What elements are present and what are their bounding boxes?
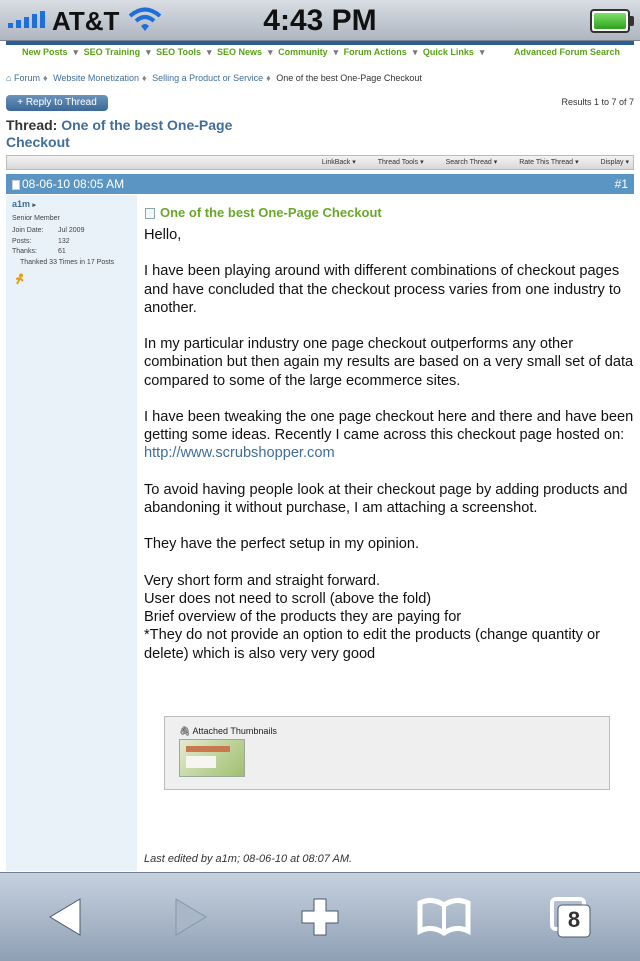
rate-thread-menu[interactable]: Rate This Thread ▾ (519, 159, 579, 166)
username-link[interactable]: a1m ▸ (12, 199, 37, 209)
nav-new-posts[interactable]: New Posts (22, 47, 68, 57)
linkback-menu[interactable]: LinkBack ▾ (321, 159, 356, 166)
join-date-row: Join Date: Jul 2009 (12, 227, 85, 234)
back-button[interactable] (36, 891, 96, 943)
user-info-panel (6, 195, 137, 871)
post-number-link[interactable]: #1 (614, 177, 628, 191)
thread-title-link[interactable]: One of the best One-Page Checkout (6, 117, 233, 150)
list-item: Very short form and straight forward. (144, 572, 381, 589)
nav-forum-actions[interactable]: Forum Actions (343, 47, 407, 57)
breadcrumb-forum[interactable]: Forum (13, 73, 40, 83)
battery-icon (590, 9, 630, 33)
bookmarks-button[interactable] (414, 891, 474, 943)
list-item: Brief overview of the products they are paying for (144, 609, 462, 626)
post-paragraph-3: I have been tweaking the one page checkout here and there and have been getting some ideas. Recently I came across this checkout page hosted on: http://www.scrubshopper.com (144, 408, 634, 462)
nav-seo-news[interactable]: SEO News (217, 47, 263, 57)
page-title (6, 117, 246, 151)
results-count: Results 1 to 7 of 7 (561, 97, 634, 107)
search-thread-menu[interactable]: Search Thread ▾ (445, 159, 498, 166)
nav-community[interactable]: Community (278, 47, 328, 57)
breadcrumb-website-monetization[interactable]: Website Monetization (53, 73, 139, 83)
display-menu[interactable]: Display ▾ (600, 159, 629, 166)
user-rank: Senior Member (12, 215, 60, 222)
post-document-icon (145, 208, 155, 219)
post-paragraph-1: I have been playing around with different combinations of checkout pages and have concluded that the checkout process varies from one industry to another. (144, 263, 622, 316)
pages-button[interactable] (544, 891, 600, 943)
attachment-thumbnail[interactable] (179, 739, 245, 777)
forward-button[interactable] (160, 891, 220, 943)
post-paragraph-4: To avoid having people look at their checkout page by adding products and abandoning it without purchase, I am attaching a screenshot. (144, 481, 628, 516)
post-body (144, 205, 634, 663)
clock: 4:43 PM (263, 4, 377, 37)
posts-row: Posts: 132 (12, 238, 70, 245)
add-bookmark-button[interactable] (290, 891, 350, 943)
breadcrumb-current: One of the best One-Page Checkout (276, 73, 422, 83)
edited-note: Last edited by a1m; 08-06-10 at 08:07 AM. (144, 853, 353, 865)
list-item: *They do not provide an option to edit the products (change quantity or delete) which is also very very good (144, 627, 600, 662)
carrier-label: AT&T (52, 6, 120, 36)
post-icon (12, 180, 20, 190)
breadcrumb-selling[interactable]: Selling a Product or Service (152, 73, 264, 83)
scrubshopper-link[interactable]: http://www.scrubshopper.com (144, 445, 335, 462)
post-paragraph-2: In my particular industry one page checkout outperforms any other combination but then again my results are based on a very small set of data compared to some of the large ecommerce sites. (144, 336, 634, 389)
tab-count: 8 (567, 907, 581, 932)
thread-tools-bar (6, 155, 634, 170)
reply-to-thread-button[interactable]: + Reply to Thread (6, 95, 108, 111)
post-greeting: Hello, (144, 227, 182, 243)
forum-navbar: New Posts ▾ SEO Training ▾ SEO Tools ▾ SEO News ▾ Community ▾ Forum Actions ▾ Quick Links ▾ Advanced Forum Search (0, 41, 640, 63)
list-item: User does not need to scroll (above the fold) (144, 590, 432, 607)
post-paragraph-5: They have the perfect setup in my opinion. (144, 536, 420, 553)
post-title: One of the best One-Page Checkout (144, 205, 634, 220)
thread-tools-menu[interactable]: Thread Tools ▾ (377, 159, 424, 166)
paperclip-icon: 🖇 (179, 726, 191, 736)
breadcrumb: ⌂ Forum ♦ Website Monetization ♦ Selling a Product or Service ♦ One of the best One-Page Checkout (6, 73, 422, 83)
nav-seo-tools[interactable]: SEO Tools (156, 47, 201, 57)
advanced-search-link[interactable]: Advanced Forum Search (513, 47, 620, 57)
browser-toolbar (0, 872, 640, 961)
thread-prefix: Thread: (6, 117, 58, 133)
nav-seo-training[interactable]: SEO Training (83, 47, 141, 57)
home-icon[interactable]: ⌂ (6, 73, 12, 83)
aim-icon[interactable] (14, 273, 24, 283)
nav-quick-links[interactable]: Quick Links (422, 47, 474, 57)
thanks-row: Thanks: 61 (12, 248, 66, 255)
attachments-label: 🖇 Attached Thumbnails (179, 726, 277, 736)
post-header (6, 174, 634, 194)
thanked-count: Thanked 33 Times in 17 Posts (20, 259, 115, 266)
status-bar (0, 0, 640, 41)
post-date: 08-06-10 08:05 AM (22, 177, 125, 191)
attachments-box (164, 716, 610, 790)
